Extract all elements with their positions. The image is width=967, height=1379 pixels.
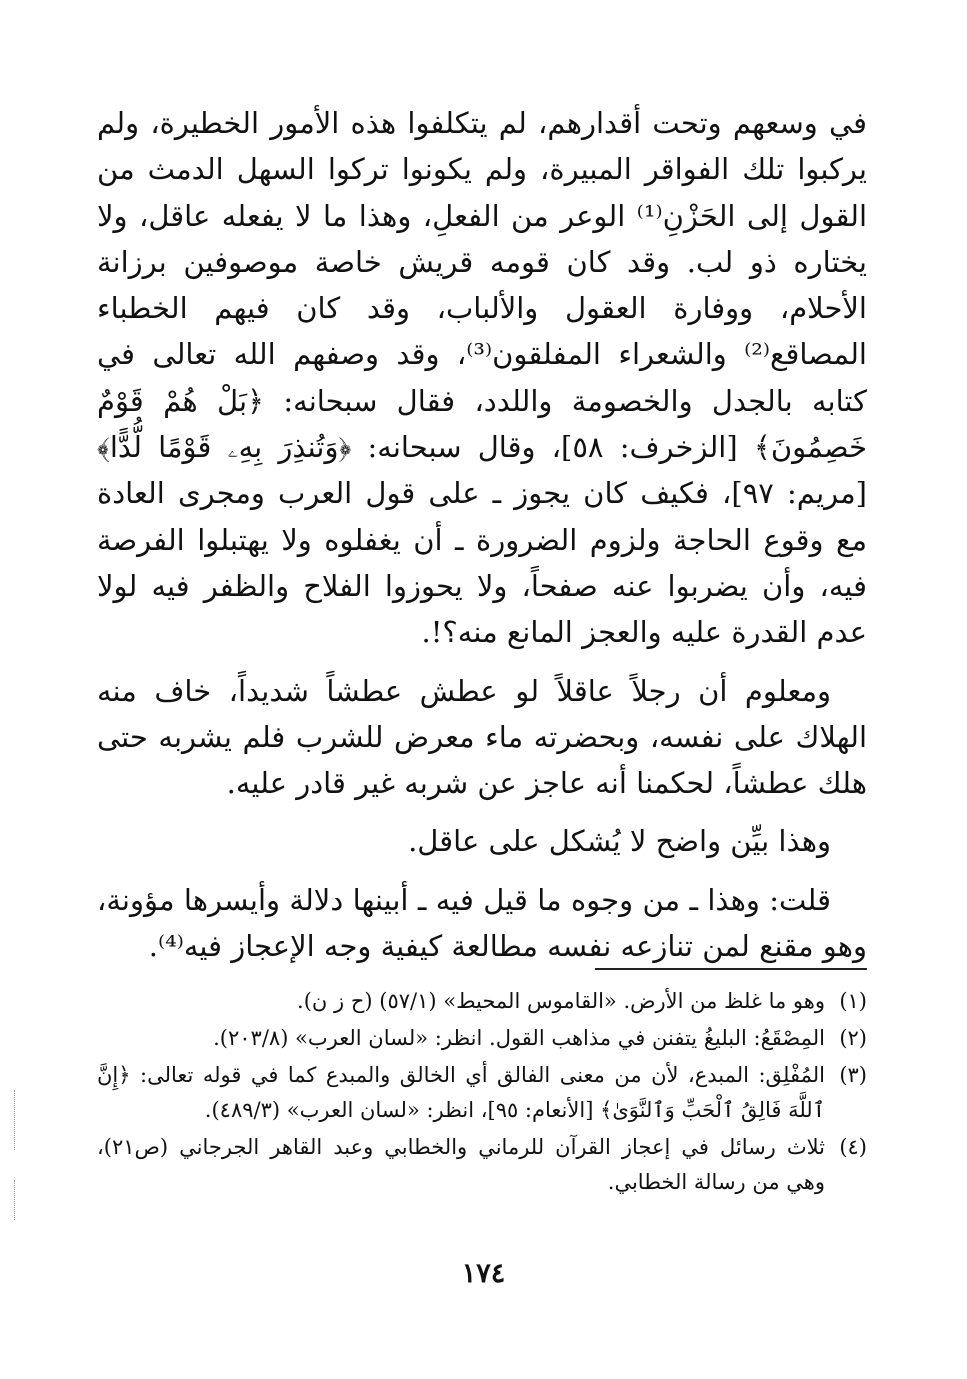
main-text-body [97, 100, 867, 969]
footnote-divider [595, 968, 867, 970]
footnote-number: (٣) [839, 1063, 867, 1087]
paragraph-3: وهذا بيِّن واضح لا يُشكل على عاقل. [408, 824, 831, 859]
page-number: ١٧٤ [461, 1258, 506, 1289]
footnote-text: وهو ما غلظ من الأرض. «القاموس المحيط» (٥٧/١) (ح ز ن). [297, 989, 825, 1013]
footnote-4 [97, 1130, 867, 1200]
footnote-number: (٤) [839, 1135, 867, 1159]
paragraph-1: في وسعهم وتحت أقدارهم، لم يتكلفوا هذه الأمور الخطيرة، ولم يركبوا تلك الفواقر المبيرة، ولم يكونوا تركوا السهل الدمث من القول إلى الحَزْنِ⁽¹⁾ الوعر من الفعلِ، وهذا ما لا يفعله عاقل، ولا يختاره ذو لب. وقد كان قومه قريش خاصة موصوفين برزانة الأحلام، ووفارة العقول والألباب، وقد كان فيهم الخطباء المصاقع⁽²⁾ والشعراء المفلقون⁽³⁾، وقد وصفهم الله تعالى في كتابه بالجدل والخصومة واللدد، فقال سبحانه: ﴿بَلْ هُمْ قَوْمٌ خَصِمُونَ﴾ [الزخرف: ٥٨]، وقال سبحانه: ﴿وَتُنذِرَ بِهِۦ قَوْمًا لُّدًّا﴾ [مريم: ٩٧]، فكيف كان يجوز ـ على قول العرب ومجرى العادة مع وقوع الحاجة ولزوم الضرورة ـ أن يغفلوه ولا يهتبلوا الفرصة فيه، وأن يضربوا عنه صفحاً، ولا يحوزوا الفلاح والظفر فيه لولا عدم القدرة عليه والعجز المانع منه؟!. [97, 106, 868, 650]
footnote-1 [97, 984, 867, 1019]
paragraph-4: قلت: وهذا ـ من وجوه ما قيل فيه ـ أبينها دلالة وأيسرها مؤونة، وهو مقنع لمن تنازعه نفسه مطالعة كيفية وجه الإعجاز فيه⁽⁴⁾. [97, 882, 867, 964]
footnote-number: (٢) [839, 1026, 867, 1050]
footnote-text: ثلاث رسائل في إعجاز القرآن للرماني والخطابي وعبد القاهر الجرجاني (ص٢١)، وهي من رسالة الخطابي. [97, 1135, 825, 1194]
scan-margin-mark [14, 1180, 15, 1220]
footnote-text: المُفْلِق: المبدع، لأن من معنى الفالق أي الخالق والمبدع كما في قوله تعالى: ﴿إِنَّ ٱللَّهَ فَالِقُ ٱلْحَبِّ وَٱلنَّوَىٰ﴾ [الأنعام: ٩٥]، انظر: «لسان العرب» (٤٨٩/٣). [97, 1063, 826, 1122]
footnote-text: المِصْقَعُ: البليغُ يتفنن في مذاهب القول. انظر: «لسان العرب» (٢٠٣/٨). [213, 1026, 825, 1050]
footnote-3 [97, 1058, 867, 1128]
footnote-number: (١) [839, 989, 867, 1013]
scan-margin-mark [14, 1090, 15, 1150]
paragraph-2: ومعلوم أن رجلاً عاقلاً لو عطش عطشاً شديداً، خاف منه الهلاك على نفسه، وبحضرته ماء معرض للشرب فلم يشربه حتى هلك عطشاً، لحكمنا أنه عاجز عن شربه غير قادر عليه. [97, 673, 867, 801]
footnote-2 [97, 1021, 867, 1056]
footnotes-section [97, 984, 867, 1202]
